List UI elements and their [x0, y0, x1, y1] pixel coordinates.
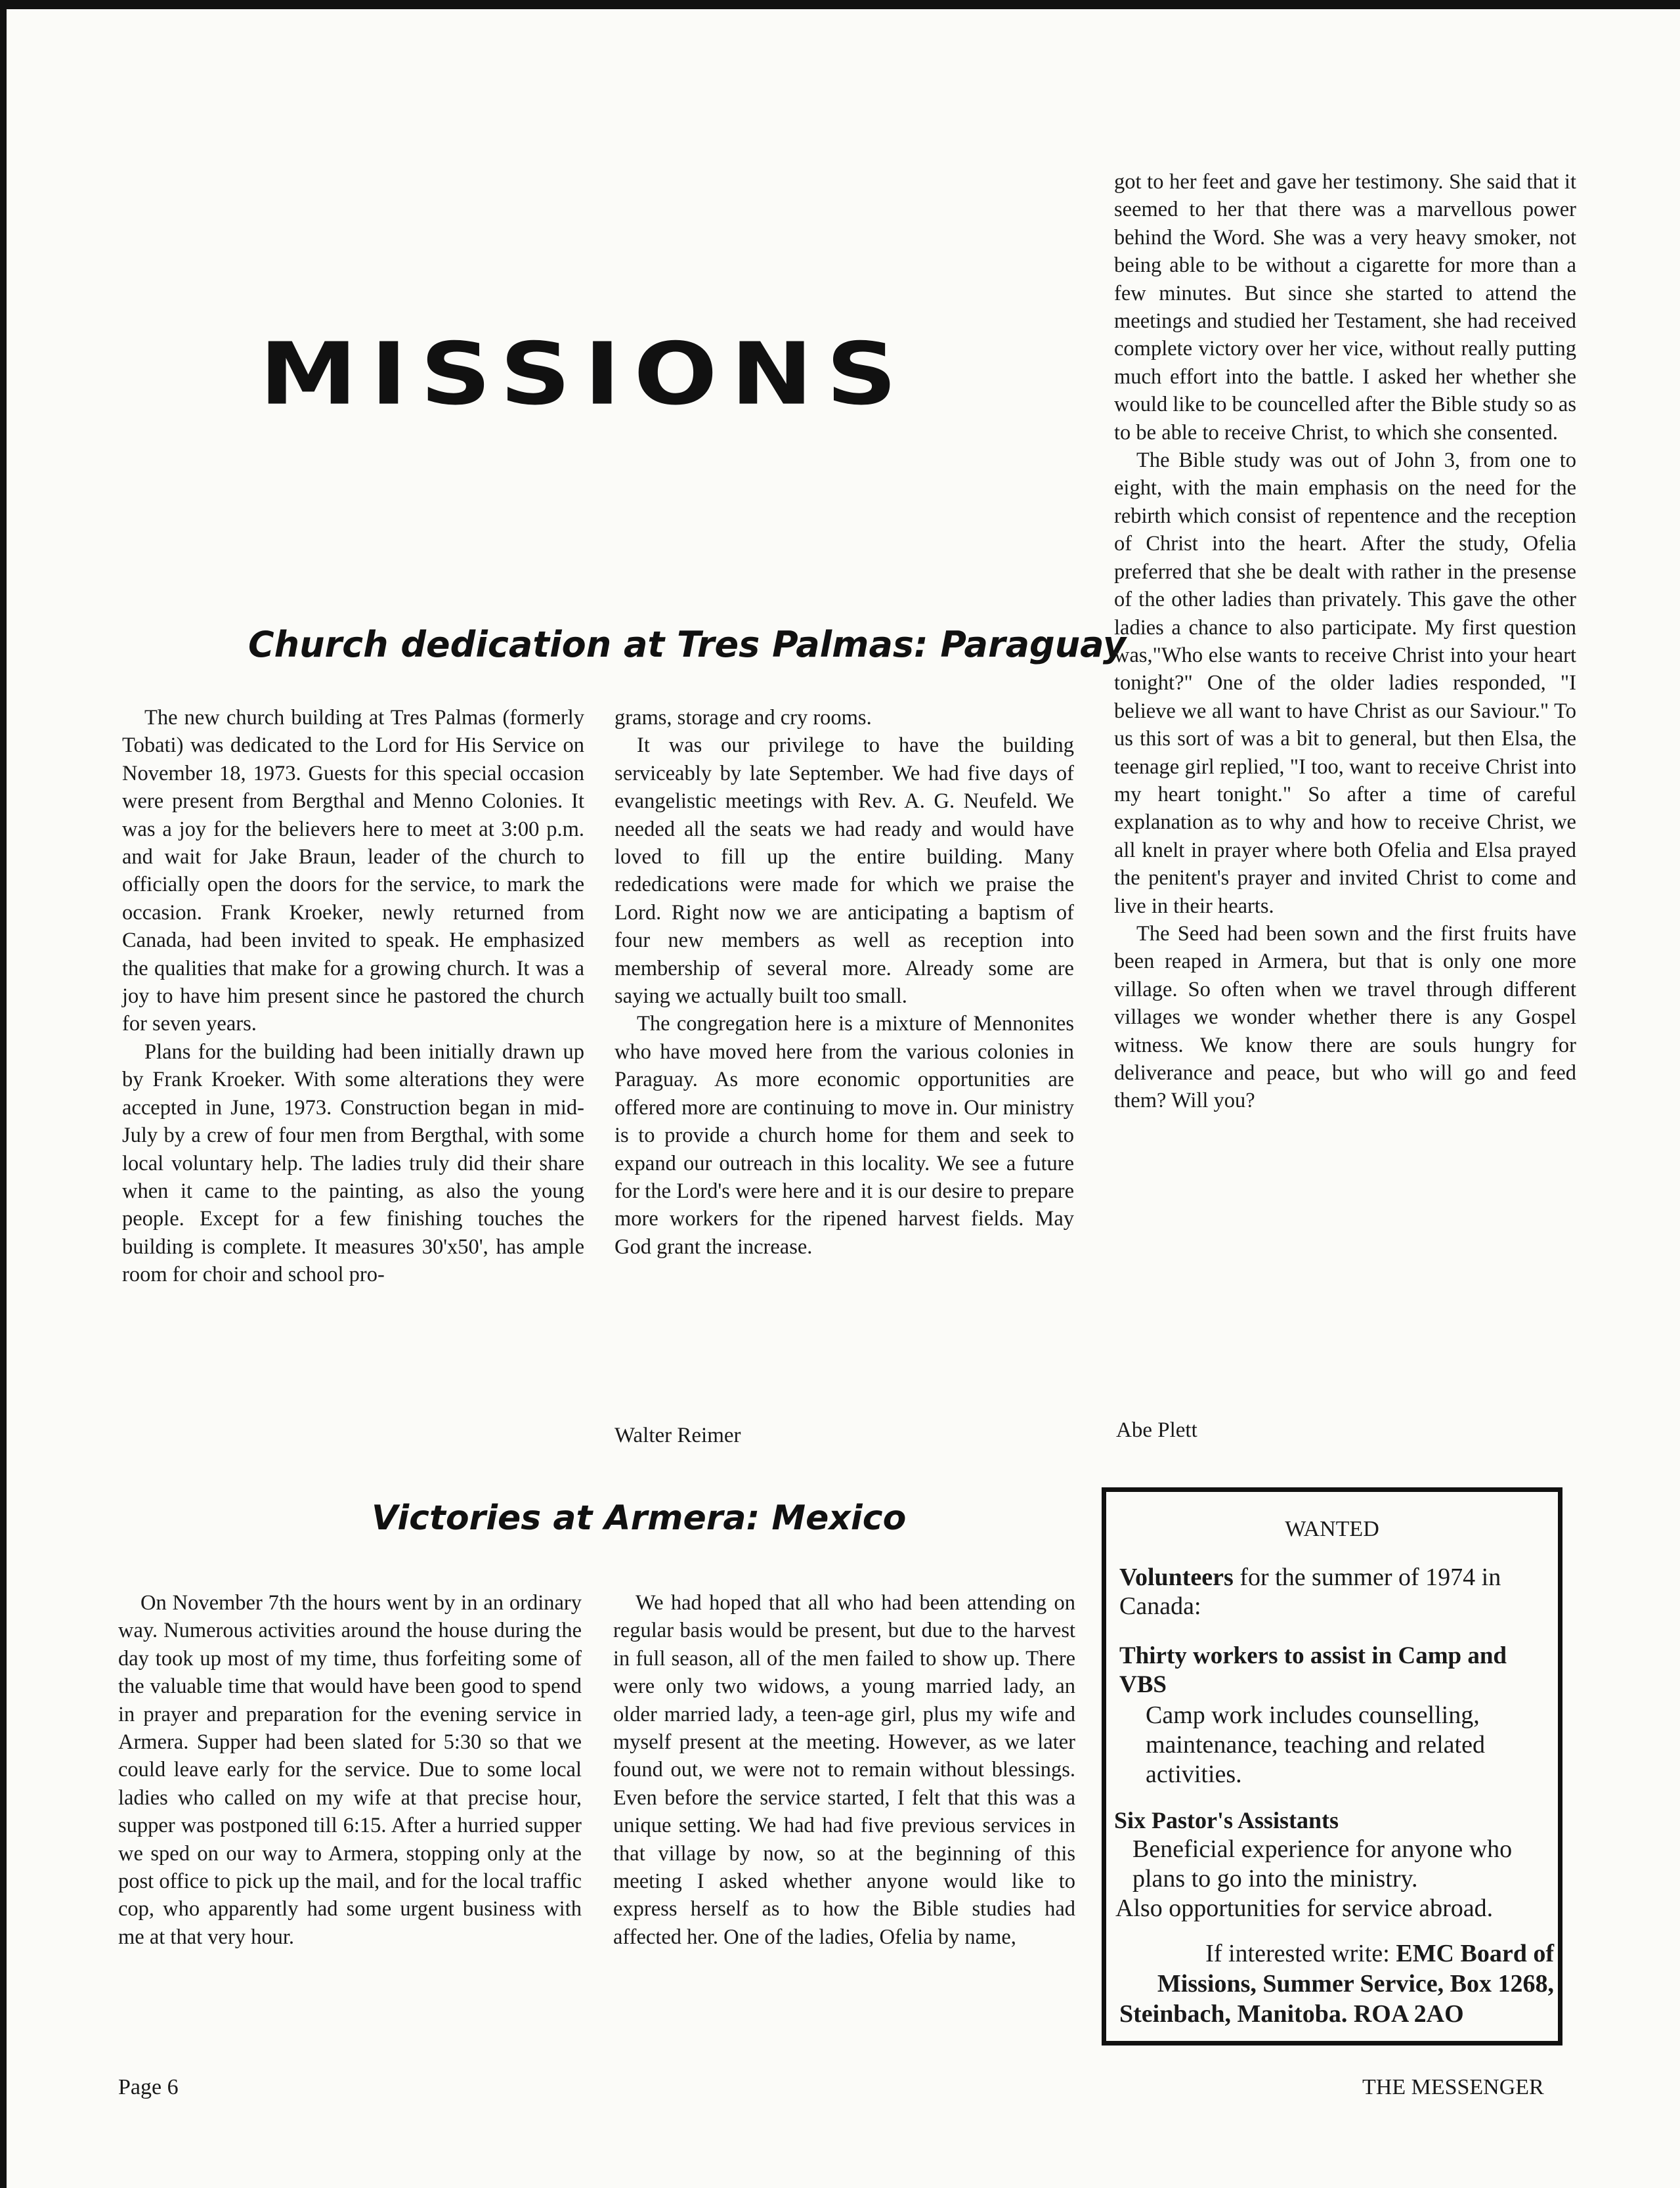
wanted-contact-line: Missions, Summer Service, Box 1268, [1157, 1970, 1554, 1998]
wanted-item-description: Beneficial experience for anyone who plans to go into the ministry. [1132, 1835, 1513, 1893]
wanted-title: WANTED [1285, 1517, 1379, 1541]
author-signature: Abe Plett [1116, 1418, 1197, 1442]
wanted-item-description: Camp work includes counselling, maintenance, teaching and related activities. [1146, 1701, 1485, 1788]
article-column [122, 704, 584, 1289]
paragraph: We had hoped that all who had been attending on regular basis would be present, but due to the harvest in full season, all of the men failed to show up. There were only two widows, a young married lady, an older married lady, a teen-age girl, plus my wife and myself present at the meeting. However, as we later found out, we were not to remain without blessings. Even before the service started, I felt that this was a unique setting. We had had five previous services in that village by now, so at the beginning of this meeting I asked whether anyone would like to express herself as to how the Bible studies had affected her. One of the ladies, Ofelia by name, [613, 1591, 1075, 1949]
wanted-contact-line: Steinbach, Manitoba. ROA 2AO [1119, 2000, 1464, 2028]
wanted-intro [1119, 1563, 1553, 1621]
wanted-advertisement-box [1102, 1487, 1562, 2046]
paragraph: The congregation here is a mixture of Mennonites who have moved here from the various colonies in Paraguay. As more economic opportunities are offered more are continuing to move in. Our ministry is to provide a church home for them and seek to expand our outreach in this locality. We see a future for the Lord's were here and it is our desire to prepare more workers for the ripened harvest fields. May God grant the increase. [614, 1012, 1074, 1259]
wanted-contact-line: EMC Board of [1396, 1940, 1554, 1967]
article-column [118, 1589, 582, 1951]
wanted-item-title: Thirty workers to assist in Camp and VBS [1119, 1642, 1507, 1698]
wanted-contact [1119, 1938, 1554, 2029]
paragraph: got to her feet and gave her testimony. She said that it seemed to her that there was a marvellous power behind the Word. She was a very heavy smoker, not being able to be without a cigarette for more than a few minutes. But since she started to attend the meetings and studied her Testament, she had received complete victory over her vice, without really putting much effort into the battle. I asked her whether she would like to be councelled after the Bible study so as to be able to receive Christ, to which she consented. [1114, 170, 1576, 445]
paragraph: grams, storage and cry rooms. [614, 706, 872, 730]
section-masthead: MISSIONS [259, 324, 911, 424]
wanted-contact-lead: If interested write: [1205, 1940, 1396, 1967]
author-signature: Walter Reimer [614, 1424, 741, 1447]
paragraph: Plans for the building had been initially drawn up by Frank Kroeker. With some alterations they were accepted in June, 1973. Construction began in mid-July by a crew of four men from Bergthal, with some local voluntary help. The ladies truly did their share when it came to the painting, as also the young people. Except for a few finishing touches the building is complete. It measures 30'x50', has ample room for choir and school pro- [122, 1039, 584, 1287]
article-headline: Church dedication at Tres Palmas: Paraguay [248, 624, 1127, 665]
article-column [1114, 168, 1576, 1115]
paragraph: The Seed had been sown and the first fruits have been reaped in Armera, but that is only one more village. So often when we travel through different villages we wonder whether there is any Gospel witness. We know there are souls hungry for deliverance and peace, but who will go and feed them? Will you? [1114, 921, 1576, 1113]
article-column [614, 704, 1074, 1261]
publication-name: THE MESSENGER [1362, 2075, 1544, 2099]
article-column [613, 1589, 1075, 1951]
article-headline: Victories at Armera: Mexico [372, 1499, 907, 1538]
page-number: Page 6 [118, 2075, 179, 2099]
paragraph: It was our privilege to have the building serviceably by late September. We had five days of evangelistic meetings with Rev. A. G. Neufeld. We needed all the seats we had ready and would have loved to fill up the entire building. Many rededications were made for which we praise the Lord. Right now we are anticipating a baptism of four new members as well as reception into membership of several more. Already some are saying we actually built too small. [614, 733, 1074, 1009]
wanted-intro-text: for the summer of 1974 in Canada: [1119, 1564, 1501, 1620]
wanted-intro-bold: Volunteers [1119, 1564, 1234, 1591]
wanted-note: Also opportunities for service abroad. [1115, 1894, 1494, 1922]
paragraph: On November 7th the hours went by in an ordinary way. Numerous activities around the house during the day took up most of my time, thus forfeiting some of the valuable time that would have been good to spend in prayer and preparation for the evening service in Armera. Supper had been slated for 5:30 so that we could leave early for the service. Due to some local ladies who called on my wife at that precise hour, supper was postponed till 6:15. After a hurried supper we sped on our way to Armera, stopping only at the post office to pick up the mail, and for the local traffic cop, who apparently had some urgent business with me at that very hour. [118, 1591, 582, 1949]
paragraph: The new church building at Tres Palmas (formerly Tobati) was dedicated to the Lord for His Service on November 18, 1973. Guests for this special occasion were present from Bergthal and Menno Colonies. It was a joy for the believers here to meet at 3:00 p.m. and wait for Jake Braun, leader of the church to officially open the doors for the service, to mark the occasion. Frank Kroeker, newly returned from Canada, had been invited to speak. He emphasized the qualities that make for a growing church. It was a joy to have him present since he pastored the church for seven years. [122, 706, 584, 1036]
wanted-item-title: Six Pastor's Assistants [1114, 1807, 1339, 1833]
paragraph: The Bible study was out of John 3, from one to eight, with the main emphasis on the need for the rebirth which consist of repentence and the reception of Christ into the heart. After the study, Ofelia preferred that she be dealt with rather in the presense of the other ladies than privately. This gave the other ladies a chance to also participate. My first question was,"Who else wants to receive Christ into your heart tonight?" One of the older ladies responded, "I believe we all want to have Christ as our Saviour." To us this sort of was a bit to general, but then Elsa, the teenage girl replied, "I too, want to receive Christ into my heart tonight." So after a time of careful explanation as to why and how to receive Christ, we all knelt in prayer where both Ofelia and Elsa prayed the penitent's prayer and invited Christ to come and live in their hearts. [1114, 449, 1576, 918]
